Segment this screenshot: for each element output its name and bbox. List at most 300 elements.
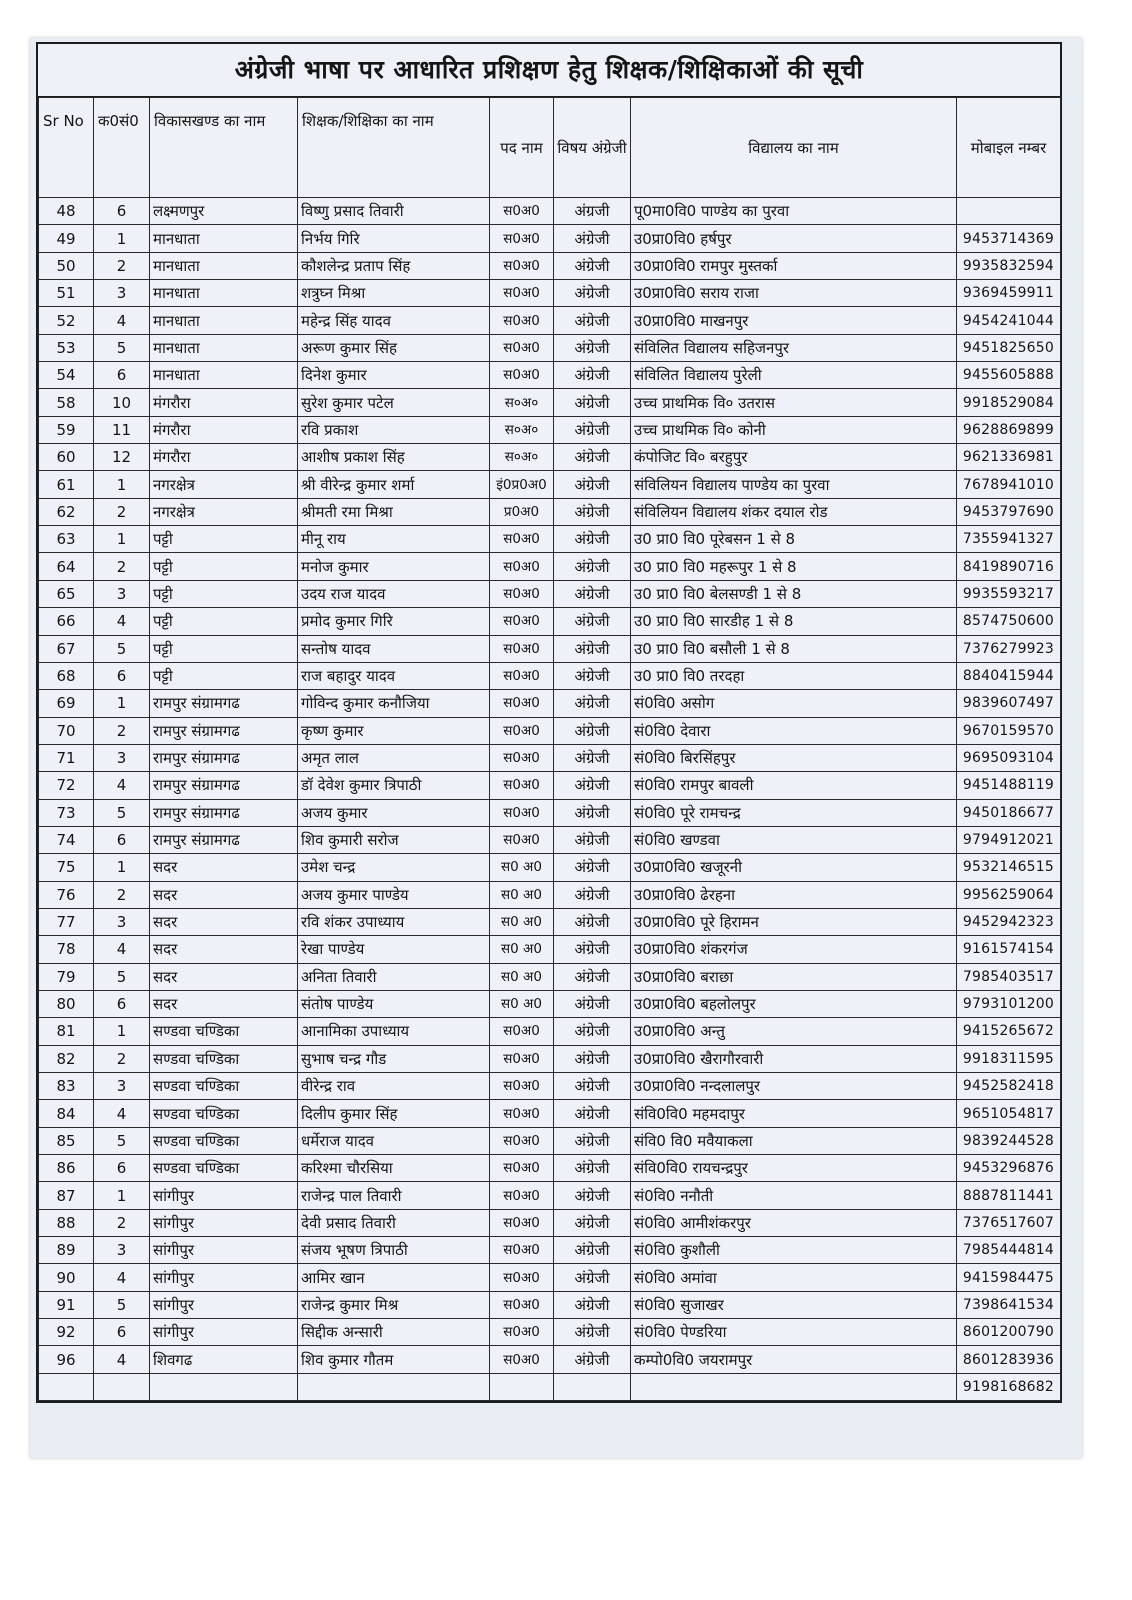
table-row: [39, 1373, 1061, 1400]
cell-subject: अंग्रेजी: [554, 526, 631, 553]
cell-school: सं0वि0 कुशौली: [631, 1237, 957, 1264]
cell-school: [631, 1373, 957, 1400]
cell-sr-no: [39, 1373, 94, 1400]
cell-kr-san: 5: [94, 635, 150, 662]
cell-subject: अंग्रेजी: [554, 416, 631, 443]
table-row: [39, 1100, 1061, 1127]
cell-teacher-name: श्री वीरेन्द्र कुमार शर्मा: [298, 471, 490, 498]
header-sr-no: Sr No: [39, 98, 94, 198]
cell-teacher-name: प्रमोद कुमार गिरि: [298, 608, 490, 635]
cell-subject: अंग्रेजी: [554, 444, 631, 471]
cell-kr-san: 2: [94, 252, 150, 279]
cell-school: उ0प्रा0वि0 बराछा: [631, 963, 957, 990]
table-row: [39, 444, 1061, 471]
cell-mobile: 7376279923: [957, 635, 1061, 662]
cell-subject: अंग्रेजी: [554, 990, 631, 1017]
cell-mobile: 9956259064: [957, 881, 1061, 908]
table-row: [39, 936, 1061, 963]
cell-mobile: 9935832594: [957, 252, 1061, 279]
table-row: [39, 963, 1061, 990]
cell-teacher-name: उदय राज यादव: [298, 580, 490, 607]
cell-sr-no: 72: [39, 772, 94, 799]
cell-school: संविलियन विद्यालय पाण्डेय का पुरवा: [631, 471, 957, 498]
cell-sr-no: 91: [39, 1291, 94, 1318]
cell-kr-san: 5: [94, 1291, 150, 1318]
cell-mobile: 9793101200: [957, 990, 1061, 1017]
cell-teacher-name: सन्तोष यादव: [298, 635, 490, 662]
cell-school: उ0प्रा0वि0 बहलोलपुर: [631, 990, 957, 1017]
cell-kr-san: 5: [94, 963, 150, 990]
table-row: [39, 498, 1061, 525]
cell-subject: अंग्रेजी: [554, 854, 631, 881]
cell-post: स0अ0: [490, 662, 554, 689]
cell-sr-no: 49: [39, 225, 94, 252]
cell-post: स0अ0: [490, 225, 554, 252]
cell-teacher-name: सुरेश कुमार पटेल: [298, 389, 490, 416]
cell-kr-san: 2: [94, 717, 150, 744]
table-row: [39, 662, 1061, 689]
table-row: [39, 608, 1061, 635]
table-row: [39, 881, 1061, 908]
cell-subject: अंग्रेजी: [554, 1237, 631, 1264]
cell-post: स0अ0: [490, 744, 554, 771]
cell-post: स0अ0: [490, 1264, 554, 1291]
header-mobile: मोबाइल नम्बर: [957, 98, 1061, 198]
cell-post: स0अ0: [490, 280, 554, 307]
cell-sr-no: 78: [39, 936, 94, 963]
cell-sr-no: 83: [39, 1073, 94, 1100]
cell-school: उ0प्रा0वि0 नन्दलालपुर: [631, 1073, 957, 1100]
cell-post: स0अ0: [490, 252, 554, 279]
cell-school: उच्च प्राथमिक वि० कोनी: [631, 416, 957, 443]
cell-sr-no: 48: [39, 198, 94, 225]
cell-subject: अंग्रेजी: [554, 799, 631, 826]
cell-mobile: 9450186677: [957, 799, 1061, 826]
cell-post: स0 अ0: [490, 990, 554, 1017]
cell-sr-no: 69: [39, 690, 94, 717]
cell-sr-no: 96: [39, 1346, 94, 1373]
cell-kr-san: 6: [94, 362, 150, 389]
cell-block: पट्टी: [150, 526, 298, 553]
header-school: विद्यालय का नाम: [631, 98, 957, 198]
cell-kr-san: 5: [94, 1127, 150, 1154]
cell-teacher-name: रवि शंकर उपाध्याय: [298, 908, 490, 935]
cell-subject: अंग्रेजी: [554, 362, 631, 389]
cell-mobile: 9621336981: [957, 444, 1061, 471]
cell-block: सांगीपुर: [150, 1319, 298, 1346]
table-row: [39, 307, 1061, 334]
table-row: [39, 416, 1061, 443]
cell-post: स0अ0: [490, 553, 554, 580]
cell-subject: अंग्रेजी: [554, 1127, 631, 1154]
cell-sr-no: 92: [39, 1319, 94, 1346]
table-row: [39, 1127, 1061, 1154]
cell-block: सण्डवा चण्डिका: [150, 1155, 298, 1182]
cell-kr-san: 4: [94, 772, 150, 799]
table-row: [39, 553, 1061, 580]
cell-block: सदर: [150, 936, 298, 963]
cell-sr-no: 54: [39, 362, 94, 389]
cell-mobile: 7985444814: [957, 1237, 1061, 1264]
cell-teacher-name: अमृत लाल: [298, 744, 490, 771]
cell-kr-san: 1: [94, 471, 150, 498]
cell-kr-san: 5: [94, 799, 150, 826]
cell-mobile: 8887811441: [957, 1182, 1061, 1209]
table-row: [39, 990, 1061, 1017]
cell-mobile: 7678941010: [957, 471, 1061, 498]
table-row: [39, 799, 1061, 826]
cell-teacher-name: आमिर खान: [298, 1264, 490, 1291]
cell-kr-san: 12: [94, 444, 150, 471]
cell-subject: अंग्रेजी: [554, 717, 631, 744]
cell-mobile: 9198168682: [957, 1373, 1061, 1400]
cell-block: सण्डवा चण्डिका: [150, 1100, 298, 1127]
cell-mobile: 9452582418: [957, 1073, 1061, 1100]
cell-teacher-name: विष्णु प्रसाद तिवारी: [298, 198, 490, 225]
cell-school: सं0वि0 रामपुर बावली: [631, 772, 957, 799]
cell-teacher-name: देवी प्रसाद तिवारी: [298, 1209, 490, 1236]
cell-mobile: 7355941327: [957, 526, 1061, 553]
cell-mobile: 9794912021: [957, 826, 1061, 853]
cell-mobile: 9839607497: [957, 690, 1061, 717]
cell-sr-no: 85: [39, 1127, 94, 1154]
cell-post: स0अ0: [490, 307, 554, 334]
cell-subject: [554, 1373, 631, 1400]
table-row: [39, 744, 1061, 771]
cell-kr-san: 4: [94, 1100, 150, 1127]
table-row: [39, 280, 1061, 307]
table-row: [39, 1291, 1061, 1318]
cell-school: उ0 प्रा0 वि0 बसौली 1 से 8: [631, 635, 957, 662]
cell-post: स0अ0: [490, 1346, 554, 1373]
cell-kr-san: 5: [94, 334, 150, 361]
cell-post: स0अ0: [490, 635, 554, 662]
cell-teacher-name: उमेश चन्द्र: [298, 854, 490, 881]
cell-teacher-name: दिनेश कुमार: [298, 362, 490, 389]
cell-subject: अंग्रेजी: [554, 1346, 631, 1373]
cell-mobile: 8601283936: [957, 1346, 1061, 1373]
cell-subject: अंग्रेजी: [554, 826, 631, 853]
cell-sr-no: 59: [39, 416, 94, 443]
cell-school: संवि0 वि0 मवैयाकला: [631, 1127, 957, 1154]
table-row: [39, 1209, 1061, 1236]
cell-subject: अंग्रेजी: [554, 1073, 631, 1100]
cell-subject: अंग्रेजी: [554, 334, 631, 361]
cell-mobile: 7398641534: [957, 1291, 1061, 1318]
table-row: [39, 1018, 1061, 1045]
cell-kr-san: 4: [94, 1264, 150, 1291]
cell-teacher-name: शत्रुघ्न मिश्रा: [298, 280, 490, 307]
cell-block: मानधाता: [150, 225, 298, 252]
cell-kr-san: 3: [94, 908, 150, 935]
cell-mobile: 9452942323: [957, 908, 1061, 935]
cell-sr-no: 64: [39, 553, 94, 580]
cell-subject: अंग्रेजी: [554, 553, 631, 580]
cell-subject: अंग्रेजी: [554, 389, 631, 416]
cell-post: स0अ0: [490, 1073, 554, 1100]
cell-mobile: 9415984475: [957, 1264, 1061, 1291]
cell-school: उ0प्रा0वि0 पूरे हिरामन: [631, 908, 957, 935]
table-body: [39, 198, 1061, 1401]
cell-block: सण्डवा चण्डिका: [150, 1045, 298, 1072]
cell-sr-no: 53: [39, 334, 94, 361]
cell-school: उ0प्रा0वि0 हर्षपुर: [631, 225, 957, 252]
cell-post: स०अ०: [490, 416, 554, 443]
cell-post: स0अ0: [490, 1319, 554, 1346]
cell-post: स0 अ0: [490, 854, 554, 881]
cell-school: उ0प्रा0वि0 शंकरगंज: [631, 936, 957, 963]
cell-kr-san: 1: [94, 1018, 150, 1045]
cell-teacher-name: धर्मेराज यादव: [298, 1127, 490, 1154]
cell-sr-no: 89: [39, 1237, 94, 1264]
cell-block: पट्टी: [150, 635, 298, 662]
cell-subject: अंग्रेजी: [554, 936, 631, 963]
cell-block: रामपुर संग्रामगढ: [150, 744, 298, 771]
cell-school: उच्च प्राथमिक वि० उतरास: [631, 389, 957, 416]
cell-sr-no: 84: [39, 1100, 94, 1127]
table-row: [39, 225, 1061, 252]
cell-school: सं0वि0 असोग: [631, 690, 957, 717]
cell-subject: अंग्रेजी: [554, 1045, 631, 1072]
cell-school: उ0प्रा0वि0 ढेरहना: [631, 881, 957, 908]
cell-subject: अंग्रेजी: [554, 471, 631, 498]
cell-teacher-name: राजेन्द्र कुमार मिश्र: [298, 1291, 490, 1318]
table-row: [39, 717, 1061, 744]
cell-subject: अंग्रेजी: [554, 498, 631, 525]
cell-kr-san: 4: [94, 936, 150, 963]
cell-mobile: 9451488119: [957, 772, 1061, 799]
cell-sr-no: 90: [39, 1264, 94, 1291]
cell-sr-no: 63: [39, 526, 94, 553]
cell-subject: अंग्रेजी: [554, 580, 631, 607]
cell-school: सं0वि0 बिरसिंहपुर: [631, 744, 957, 771]
cell-block: शिवगढ: [150, 1346, 298, 1373]
cell-school: सं0वि0 पेण्डरिया: [631, 1319, 957, 1346]
cell-teacher-name: कृष्ण कुमार: [298, 717, 490, 744]
cell-sr-no: 62: [39, 498, 94, 525]
cell-teacher-name: सुभाष चन्द्र गौड: [298, 1045, 490, 1072]
cell-subject: अंग्रेजी: [554, 608, 631, 635]
cell-block: सदर: [150, 990, 298, 1017]
table-row: [39, 1155, 1061, 1182]
cell-block: सण्डवा चण्डिका: [150, 1127, 298, 1154]
header-teacher: शिक्षक/शिक्षिका का नाम: [298, 98, 490, 198]
table-row: [39, 772, 1061, 799]
cell-mobile: 9455605888: [957, 362, 1061, 389]
cell-block: सण्डवा चण्डिका: [150, 1073, 298, 1100]
cell-subject: अंग्रेजी: [554, 662, 631, 689]
cell-teacher-name: निर्भय गिरि: [298, 225, 490, 252]
cell-post: स०अ०: [490, 389, 554, 416]
cell-mobile: 9935593217: [957, 580, 1061, 607]
cell-school: उ0प्रा0वि0 अन्तु: [631, 1018, 957, 1045]
table-row: [39, 1319, 1061, 1346]
cell-kr-san: 10: [94, 389, 150, 416]
cell-mobile: 8419890716: [957, 553, 1061, 580]
cell-block: लक्ष्मणपुर: [150, 198, 298, 225]
cell-mobile: 8574750600: [957, 608, 1061, 635]
table-row: [39, 580, 1061, 607]
cell-kr-san: 6: [94, 198, 150, 225]
cell-school: उ0प्रा0वि0 रामपुर मुस्तर्का: [631, 252, 957, 279]
cell-school: कम्पो0वि0 जयरामपुर: [631, 1346, 957, 1373]
cell-post: स0 अ0: [490, 963, 554, 990]
cell-subject: अंग्रेजी: [554, 225, 631, 252]
cell-school: सं0वि0 अमांवा: [631, 1264, 957, 1291]
cell-post: स0अ0: [490, 1045, 554, 1072]
cell-kr-san: 2: [94, 881, 150, 908]
cell-mobile: 9918529084: [957, 389, 1061, 416]
cell-mobile: 9451825650: [957, 334, 1061, 361]
cell-post: स0अ0: [490, 1237, 554, 1264]
cell-sr-no: 80: [39, 990, 94, 1017]
cell-kr-san: 2: [94, 1045, 150, 1072]
cell-block: मानधाता: [150, 334, 298, 361]
cell-block: पट्टी: [150, 608, 298, 635]
table-row: [39, 471, 1061, 498]
cell-block: मंगरौरा: [150, 389, 298, 416]
cell-teacher-name: राज बहादुर यादव: [298, 662, 490, 689]
cell-kr-san: 2: [94, 1209, 150, 1236]
cell-kr-san: 6: [94, 1319, 150, 1346]
cell-mobile: 9532146515: [957, 854, 1061, 881]
cell-sr-no: 81: [39, 1018, 94, 1045]
cell-mobile: 7376517607: [957, 1209, 1061, 1236]
cell-teacher-name: [298, 1373, 490, 1400]
cell-kr-san: 1: [94, 526, 150, 553]
cell-block: रामपुर संग्रामगढ: [150, 690, 298, 717]
cell-block: नगरक्षेत्र: [150, 471, 298, 498]
cell-subject: अंग्रेजी: [554, 307, 631, 334]
cell-school: सं0वि0 ननौती: [631, 1182, 957, 1209]
cell-kr-san: 3: [94, 1237, 150, 1264]
cell-mobile: 9695093104: [957, 744, 1061, 771]
cell-kr-san: 3: [94, 744, 150, 771]
cell-post: स0अ0: [490, 198, 554, 225]
cell-subject: अंग्रेजी: [554, 1291, 631, 1318]
cell-school: सं0वि0 सुजाखर: [631, 1291, 957, 1318]
cell-teacher-name: रेखा पाण्डेय: [298, 936, 490, 963]
cell-teacher-name: आशीष प्रकाश सिंह: [298, 444, 490, 471]
cell-sr-no: 88: [39, 1209, 94, 1236]
cell-sr-no: 77: [39, 908, 94, 935]
table-row: [39, 252, 1061, 279]
table-row: [39, 1237, 1061, 1264]
cell-post: स0अ0: [490, 362, 554, 389]
cell-block: सांगीपुर: [150, 1209, 298, 1236]
cell-teacher-name: संतोष पाण्डेय: [298, 990, 490, 1017]
cell-school: उ0प्रा0वि0 माखनपुर: [631, 307, 957, 334]
cell-block: सांगीपुर: [150, 1291, 298, 1318]
cell-mobile: 9628869899: [957, 416, 1061, 443]
cell-mobile: 9453296876: [957, 1155, 1061, 1182]
table-row: [39, 362, 1061, 389]
header-block: विकासखण्ड का नाम: [150, 98, 298, 198]
cell-post: स0अ0: [490, 1100, 554, 1127]
table-row: [39, 854, 1061, 881]
cell-block: सदर: [150, 854, 298, 881]
cell-school: सं0वि0 खण्डवा: [631, 826, 957, 853]
cell-kr-san: 1: [94, 225, 150, 252]
cell-teacher-name: अजय कुमार: [298, 799, 490, 826]
cell-block: सांगीपुर: [150, 1264, 298, 1291]
cell-subject: अंग्रजी: [554, 198, 631, 225]
cell-teacher-name: डॉ देवेश कुमार त्रिपाठी: [298, 772, 490, 799]
cell-mobile: 9454241044: [957, 307, 1061, 334]
cell-post: स0अ0: [490, 1018, 554, 1045]
cell-mobile: 9670159570: [957, 717, 1061, 744]
header-kr-san: क0सं0: [94, 98, 150, 198]
cell-block: सांगीपुर: [150, 1237, 298, 1264]
cell-post: इं0प्र0अ0: [490, 471, 554, 498]
cell-subject: अंग्रेजी: [554, 1182, 631, 1209]
cell-post: स0अ0: [490, 717, 554, 744]
cell-school: उ0प्रा0वि0 खजूरनी: [631, 854, 957, 881]
cell-school: उ0 प्रा0 वि0 तरदहा: [631, 662, 957, 689]
cell-post: [490, 1373, 554, 1400]
cell-kr-san: 4: [94, 307, 150, 334]
cell-sr-no: 51: [39, 280, 94, 307]
cell-subject: अंग्रेजी: [554, 1100, 631, 1127]
cell-school: संविलित विद्यालय पुरेली: [631, 362, 957, 389]
cell-block: मानधाता: [150, 362, 298, 389]
cell-school: संविलित विद्यालय सहिजनपुर: [631, 334, 957, 361]
cell-post: स0अ0: [490, 690, 554, 717]
table-header-row: [39, 98, 1061, 198]
cell-kr-san: 3: [94, 1073, 150, 1100]
cell-block: रामपुर संग्रामगढ: [150, 799, 298, 826]
cell-block: नगरक्षेत्र: [150, 498, 298, 525]
cell-mobile: 9369459911: [957, 280, 1061, 307]
cell-kr-san: 4: [94, 1346, 150, 1373]
cell-post: स0अ0: [490, 580, 554, 607]
cell-block: पट्टी: [150, 662, 298, 689]
cell-subject: अंग्रेजी: [554, 252, 631, 279]
cell-block: सदर: [150, 963, 298, 990]
cell-school: उ0प्रा0वि0 खैरागौरवारी: [631, 1045, 957, 1072]
cell-subject: अंग्रेजी: [554, 1209, 631, 1236]
cell-teacher-name: अरूण कुमार सिंह: [298, 334, 490, 361]
cell-mobile: 9918311595: [957, 1045, 1061, 1072]
cell-block: सांगीपुर: [150, 1182, 298, 1209]
cell-block: पट्टी: [150, 580, 298, 607]
cell-subject: अंग्रेजी: [554, 1319, 631, 1346]
cell-post: स0अ0: [490, 526, 554, 553]
cell-school: सं0वि0 आमीशंकरपुर: [631, 1209, 957, 1236]
cell-sr-no: 74: [39, 826, 94, 853]
cell-kr-san: 6: [94, 1155, 150, 1182]
table-row: [39, 198, 1061, 225]
cell-block: सदर: [150, 881, 298, 908]
cell-school: उ0प्रा0वि0 सराय राजा: [631, 280, 957, 307]
cell-block: रामपुर संग्रामगढ: [150, 772, 298, 799]
cell-post: स0अ0: [490, 1209, 554, 1236]
cell-post: स०अ०: [490, 444, 554, 471]
cell-block: पट्टी: [150, 553, 298, 580]
cell-kr-san: 3: [94, 580, 150, 607]
cell-mobile: 9161574154: [957, 936, 1061, 963]
cell-post: स0अ0: [490, 1127, 554, 1154]
cell-sr-no: 68: [39, 662, 94, 689]
cell-post: स0अ0: [490, 1291, 554, 1318]
cell-teacher-name: शिव कुमार गौतम: [298, 1346, 490, 1373]
cell-sr-no: 52: [39, 307, 94, 334]
cell-teacher-name: मीनू राय: [298, 526, 490, 553]
cell-sr-no: 82: [39, 1045, 94, 1072]
table-row: [39, 389, 1061, 416]
cell-block: मानधाता: [150, 280, 298, 307]
cell-post: स0अ0: [490, 799, 554, 826]
